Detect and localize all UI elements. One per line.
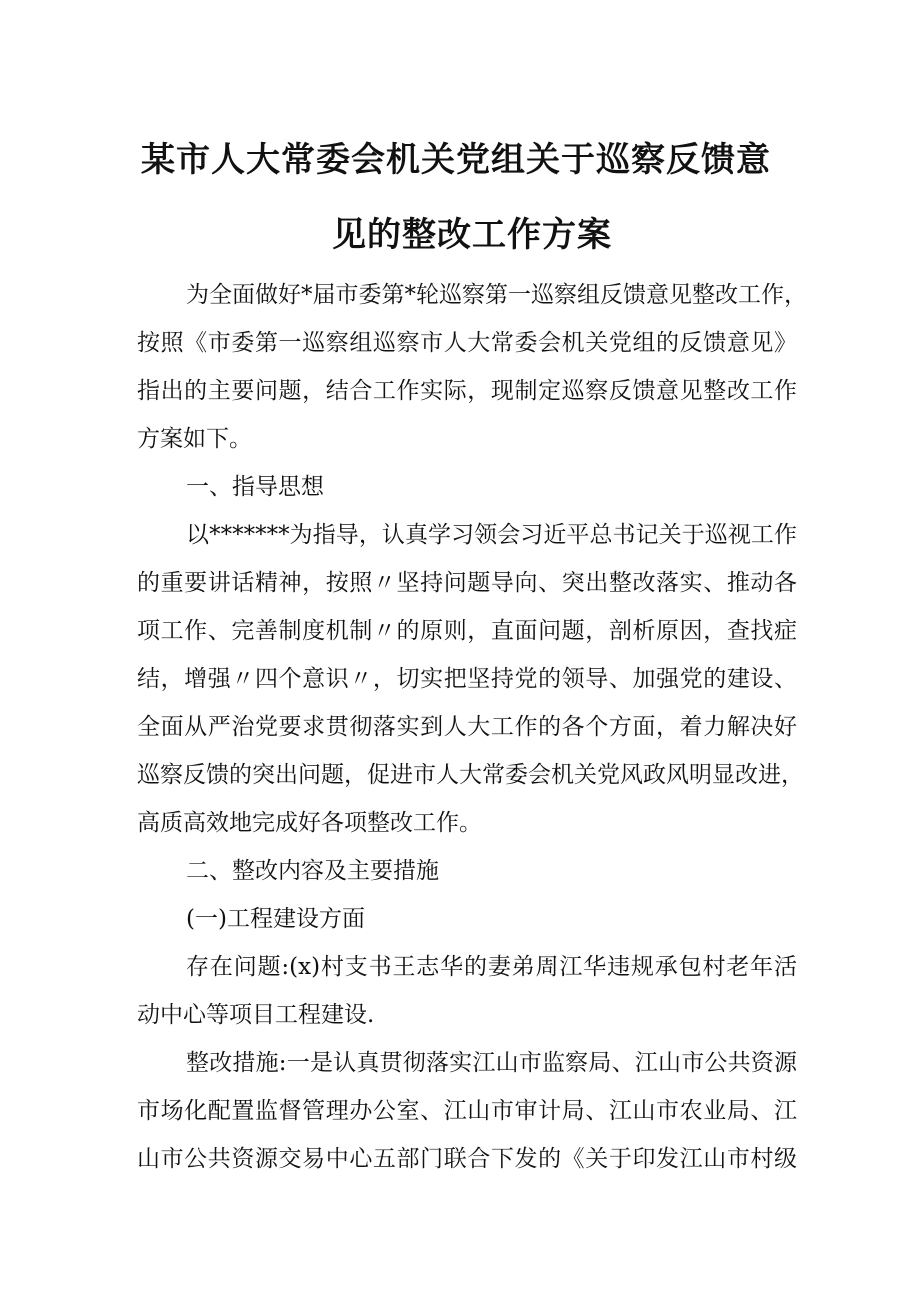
body-line-4: 方案如下。: [137, 426, 252, 452]
subsection-heading-engineering: (一)工程建设方面: [186, 906, 365, 932]
document-title-line-1: 某市人大常委会机关党组关于巡察反馈意: [141, 140, 771, 180]
body-line-7: 的重要讲话精神，按照〃坚持问题导向、突出整改落实、推动各: [137, 570, 797, 596]
body-line-3: 指出的主要问题，结合工作实际，现制定巡察反馈意见整改工作: [137, 378, 797, 404]
body-line-19: 山市公共资源交易中心五部门联合下发的《关于印发江山市村级: [137, 1146, 797, 1172]
body-line-6: 以*******为指导，认真学习领会习近平总书记关于巡视工作: [186, 522, 797, 548]
body-line-1: 为全面做好*届市委第*轮巡察第一巡察组反馈意见整改工作，: [186, 282, 807, 308]
body-line-8: 项工作、完善制度机制〃的原则，直面问题，剖析原因，查找症: [137, 618, 797, 644]
body-line-18: 市场化配置监督管理办公室、江山市审计局、江山市农业局、江: [137, 1098, 797, 1124]
body-line-17: 整改措施:一是认真贯彻落实江山市监察局、江山市公共资源: [186, 1050, 797, 1076]
document-title-line-2: 见的整改工作方案: [332, 215, 612, 255]
body-line-15: 存在问题:(x)村支书王志华的妻弟周江华违规承包村老年活: [186, 954, 797, 980]
body-line-9: 结，增强〃四个意识〃，切实把坚持党的领导、加强党的建设、: [137, 666, 797, 692]
body-line-2: 按照《市委第一巡察组巡察市人大常委会机关党组的反馈意见》: [137, 330, 797, 356]
body-line-12: 高质高效地完成好各项整改工作。: [137, 810, 482, 836]
body-line-16: 动中心等项目工程建设.: [137, 1002, 375, 1028]
body-line-11: 巡察反馈的突出问题，促进市人大常委会机关党风政风明显改进，: [137, 762, 804, 788]
section-heading-guiding-ideology: 一、指导思想: [186, 474, 324, 500]
section-heading-rectification-content: 二、整改内容及主要措施: [186, 858, 439, 884]
body-line-10: 全面从严治党要求贯彻落实到人大工作的各个方面，着力解决好: [137, 714, 797, 740]
